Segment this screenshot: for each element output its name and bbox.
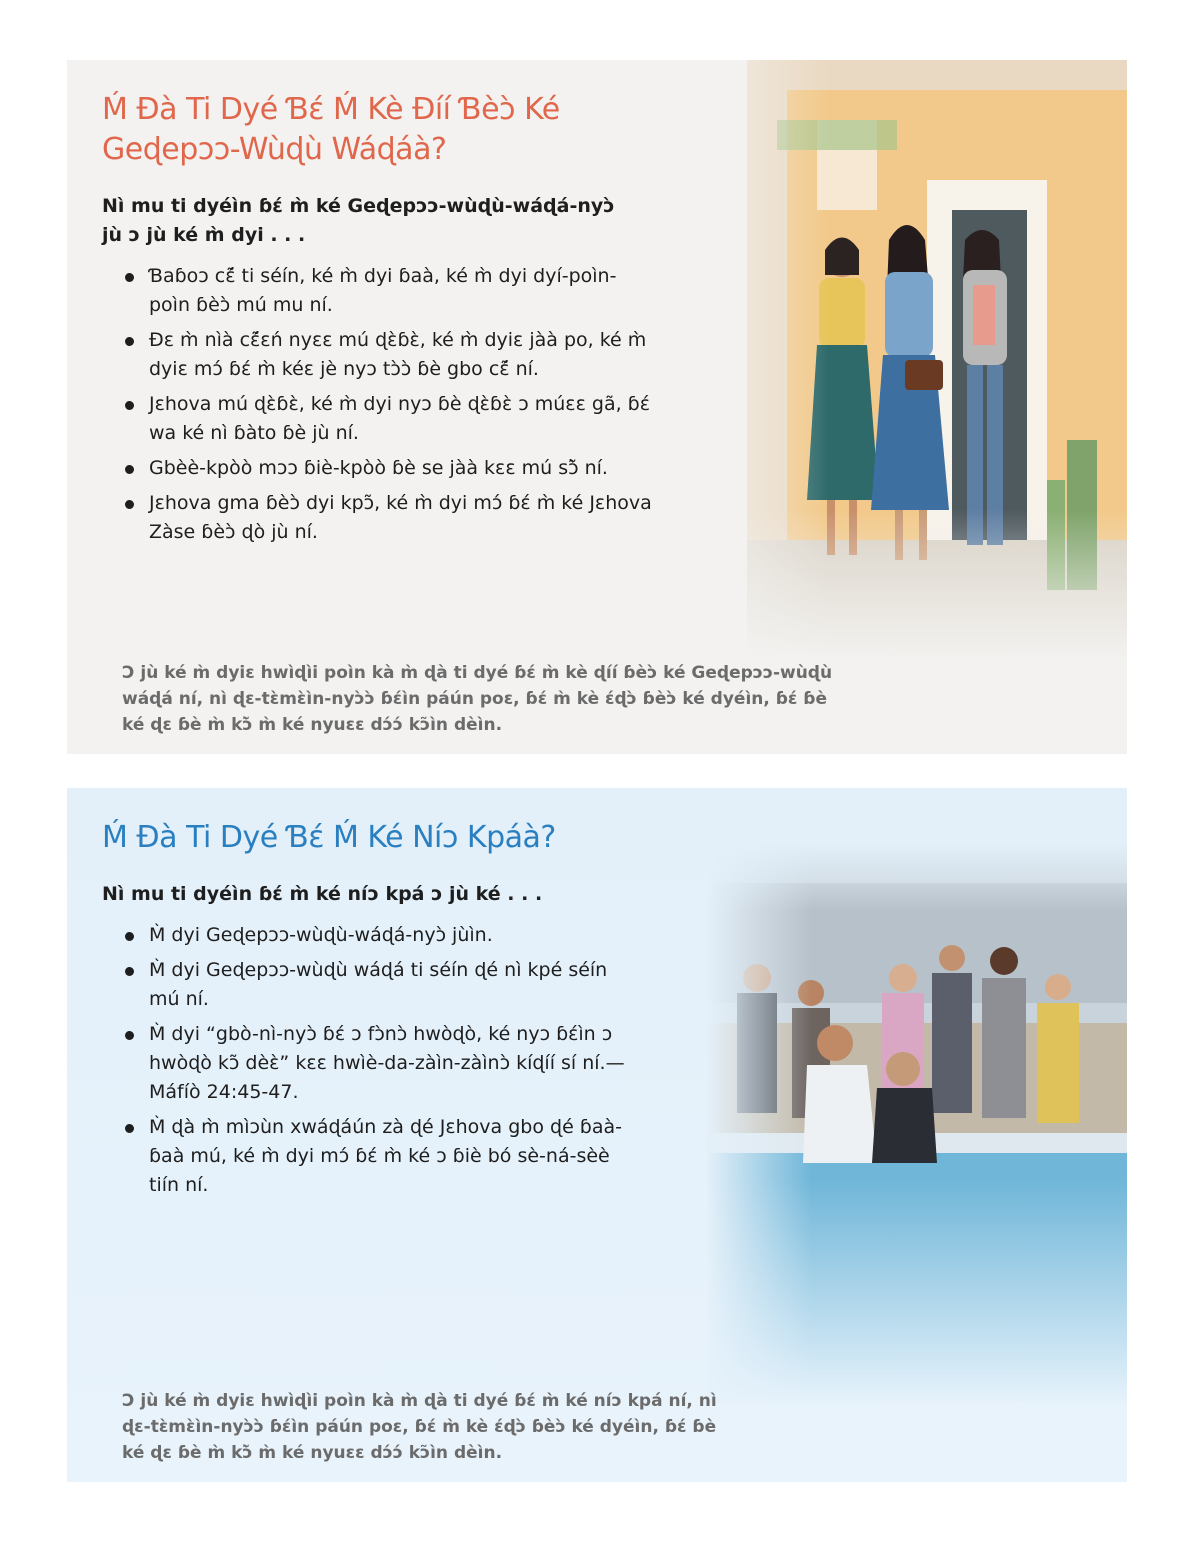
bullet-icon [125,1031,134,1040]
bullet-icon [125,273,134,282]
section-title: Ḿ Ɖà Ti Dyé Ɓɛ́ Ḿ Kè Ɖíí Ɓèɔ̀ Ké Geɖepɔɔ-Wùɖù Wáɖáà? [102,92,560,167]
section-baptism [67,788,1127,1482]
bullet-icon [125,465,134,474]
list-item [125,454,655,483]
section-intro: Nì mu ti dyéìn ɓɛ́ m̀ ké Geɖepɔɔ-wùɖù-wáɖá-nyɔ̀ jù ɔ jù ké m̀ dyi . . . [102,195,615,246]
list-item [125,956,625,1014]
list-item-text: M̀ dyi Geɖepɔɔ-wùɖù-wáɖá-nyɔ̀ jùìn. [149,924,493,946]
list-item [125,262,655,320]
section-note: Ɔ jù ké m̀ dyiɛ hwìɖìi poìn kà m̀ ɖà ti dyé ɓɛ́ m̀ kè ɖíí ɓèɔ̀ ké Geɖepɔɔ-wùɖù wáɖá ní, nì ɖɛ-tɛ̀mɛ̀ìn-nyɔ̀ɔ̀ ɓɛ́ìn páún poɛ, ɓɛ́ m̀ kè ɛ́ɖɔ̀ ɓèɔ̀ ké dyéìn, ɓɛ́ ɓè ké ɖɛ ɓè m̀ kɔ̃̀ m̀ ké nyuɛɛ dɔ́ɔ́ kɔ̃ìn dèìn. [122,663,833,735]
list-item [125,390,655,448]
bullet-icon [125,932,134,941]
bullet-icon [125,337,134,346]
section-intro: Nì mu ti dyéìn ɓɛ́ m̀ ké níɔ kpá ɔ jù ké . . . [102,883,543,905]
section-title: Ḿ Ɖà Ti Dyé Ɓɛ́ Ḿ Ké Níɔ Kpáà? [102,820,556,855]
list-item-text: Jɛhova gma ɓèɔ̀ dyi kpɔ̃, ké m̀ dyi mɔ́ ɓɛ́ m̀ ké Jɛhova Zàse ɓèɔ̀ ɖò jù ní. [149,492,652,543]
list-item [125,921,625,950]
bullet-icon [125,500,134,509]
section-note: Ɔ jù ké m̀ dyiɛ hwìɖìi poìn kà m̀ ɖà ti dyé ɓɛ́ m̀ ké níɔ kpá ní, nì ɖɛ-tɛ̀mɛ̀ìn-nyɔ̀ɔ̀ ɓɛ́ìn páún poɛ, ɓɛ́ m̀ kè ɛ́ɖɔ̀ ɓèɔ̀ ké dyéìn, ɓɛ́ ɓè ké ɖɛ ɓè m̀ kɔ̃̀ m̀ ké nyuɛɛ dɔ́ɔ́ kɔ̃ìn dèìn. [122,1391,717,1463]
list-item-text: Ɓaɓoɔ cɛ̃́ ti séín, ké m̀ dyi ɓaà, ké m̀ dyi dyí-poìn-poìn ɓèɔ̀ mú mu ní. [149,265,617,316]
list-item [125,1113,625,1200]
list-item-text: Ɖɛ m̀ nìà cɛ̃́ɛń nyɛɛ mú ɖɛ̀ɓɛ̀, ké m̀ dyiɛ jàà po, ké m̀ dyiɛ mɔ́ ɓɛ́ m̀ kéɛ jè nyɔ tɔ̀ɔ̀ ɓè gbo cɛ̃́ ní. [149,329,647,380]
list-item [125,1020,625,1107]
requirements-list [125,262,655,553]
section-field-service [67,60,1127,754]
list-item-text: Jɛhova mú ɖɛ̀ɓɛ̀, ké m̀ dyi nyɔ ɓè ɖɛ̀ɓɛ̀ ɔ múɛɛ gã, ɓɛ́ wa ké nì ɓàto ɓè jù ní. [149,393,650,444]
list-item-text: M̀ dyi Geɖepɔɔ-wùɖù wáɖá ti séín ɖé nì kpé séín mú ní. [149,959,608,1010]
list-item-text: M̀ ɖà m̀ mìɔùn xwáɖáún zà ɖé Jɛhova gbo ɖé ɓaà-ɓaà mú, ké m̀ dyi mɔ́ ɓɛ́ m̀ ké ɔ ɓiè bó sè-ná-sèè tiín ní. [149,1116,623,1196]
baptism-illustration [707,843,1127,1403]
list-item-text: M̀ dyi “gbò-nì-nyɔ̀ ɓɛ́ ɔ fɔ̀nɔ̀ hwòɖò, ké nyɔ ɓɛ́ìn ɔ hwòɖò kɔ̃ dèɛ̀” kɛɛ hwìè-da-zàìn-zàìnɔ̀ kíɖíí sí ní.—Máfíò 24:45-47. [149,1023,625,1103]
bullet-icon [125,967,134,976]
list-item-text: Gbèè-kpòò mɔɔ ɓiè-kpòò ɓè se jàà kɛɛ mú sɔ̃̀ ní. [149,457,608,479]
bullet-icon [125,401,134,410]
list-item [125,489,655,547]
door-to-door-ministry-illustration [667,60,1127,660]
requirements-list [125,921,625,1206]
bullet-icon [125,1124,134,1133]
list-item [125,326,655,384]
